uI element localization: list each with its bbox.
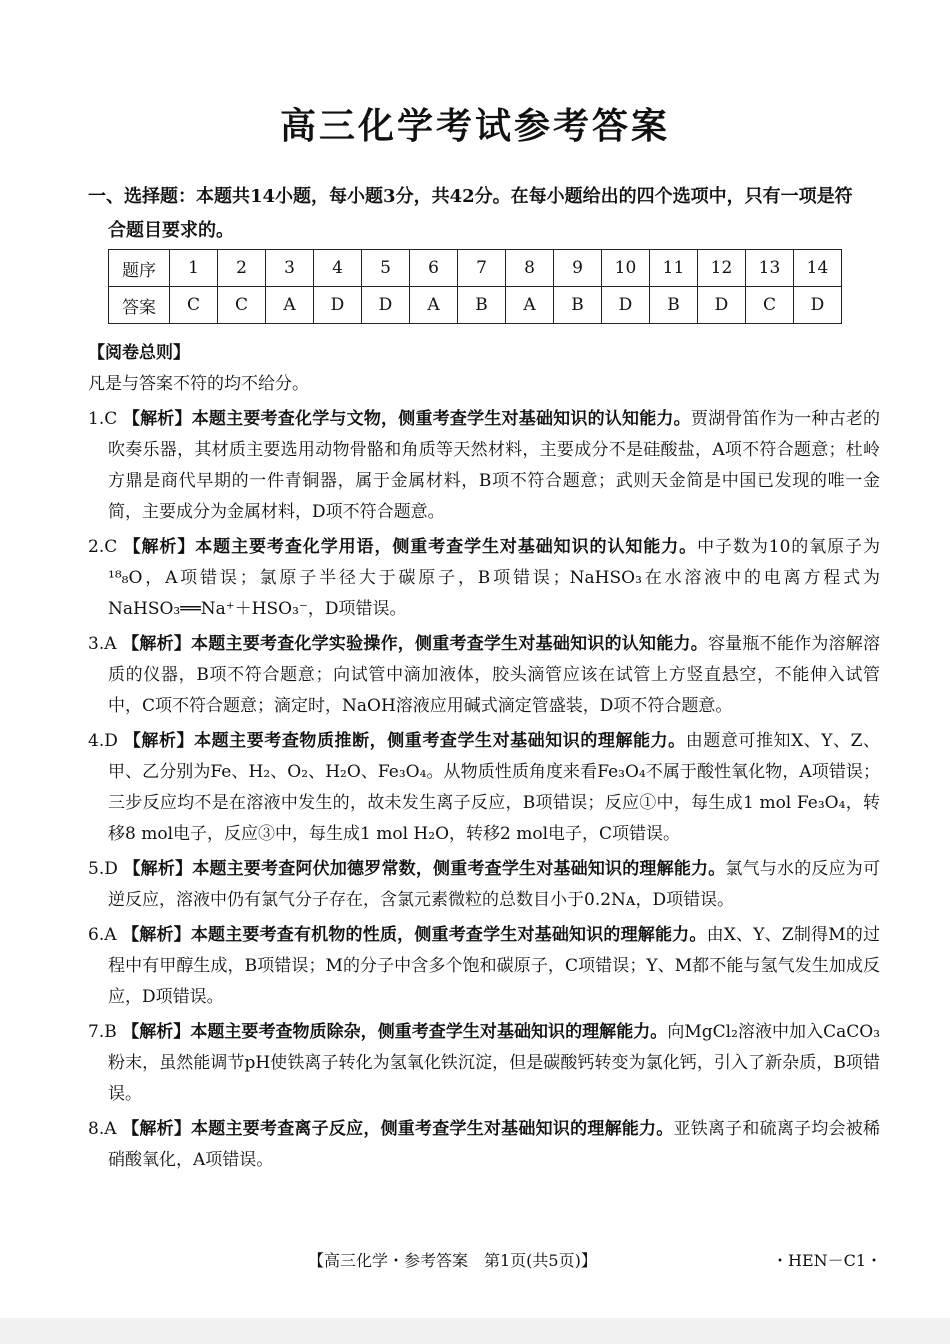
explanation-item-8 [88,1114,880,1176]
section-heading [88,180,878,248]
number-cell: 1 [170,250,218,287]
answer-cell: D [314,287,362,324]
item-text: 亚铁离子和硫离子均会被稀硝酸氧化，A项错误。 [108,1119,881,1170]
explanation-item-1 [88,404,880,528]
item-text: 由题意可推知X、Y、Z、甲、乙分别为Fe、H₂、O₂、H₂O、Fe₃O₄。从物质性质角度来看Fe₃O₄不属于酸性氧化物，A项错误；三步反应均不是在溶液中发生的，故未发生离子反应，B项错误；反应①中，每生成1 mol Fe₃O₄，转移8 mol电子，反应③中，每生成1 mol H₂O，转移2 mol电子，C项错误。 [108,731,881,844]
number-cell: 5 [362,250,410,287]
item-tag: 【解析】本题主要考查有机物的性质，侧重考查学生对基础知识的理解能力。 [122,925,707,945]
answer-cell: A [266,287,314,324]
answer-cell: B [650,287,698,324]
item-number: 8.A [88,1119,117,1139]
answer-cell: A [506,287,554,324]
answer-table [108,249,842,324]
item-number: 2.C [88,537,118,557]
page-title: 高三化学考试参考答案 [279,106,670,147]
answer-cell: B [458,287,506,324]
item-number: 6.A [88,925,117,945]
explanation-item-3 [88,629,880,722]
item-tag: 【解析】本题主要考查物质除杂，侧重考查学生对基础知识的理解能力。 [122,1022,668,1042]
item-tag: 【解析】本题主要考查化学实验操作，侧重考查学生对基础知识的认知能力。 [122,634,708,654]
item-tag: 【解析】本题主要考查阿伏加德罗常数，侧重考查学生对基础知识的理解能力。 [123,859,726,879]
row-label-number: 题序 [109,250,170,287]
rules-text: 凡是与答案不符的均不给分。 [88,374,309,394]
answer-cell: B [554,287,602,324]
item-tag: 【解析】本题主要考查物质推断，侧重考查学生对基础知识的理解能力。 [123,731,686,751]
footer-page-info: 【高三化学・参考答案 第1页(共5页)】 [308,1251,597,1270]
explanation-item-4 [88,726,880,850]
footer-code: ・HEN－C1・ [772,1251,883,1270]
number-cell: 13 [746,250,794,287]
item-tag: 【解析】本题主要考查离子反应，侧重考查学生对基础知识的理解能力。 [122,1119,674,1139]
number-cell: 10 [602,250,650,287]
item-text: 氯气与水的反应为可逆反应，溶液中仍有氯气分子存在，含氯元素微粒的总数目小于0.2Nᴀ，D项错误。 [108,859,881,910]
number-cell: 11 [650,250,698,287]
item-number: 3.A [88,634,117,654]
answer-table-row-answers [109,287,842,324]
number-cell: 12 [698,250,746,287]
explanation-item-7 [88,1017,880,1110]
rules-heading: 【阅卷总则】 [88,343,190,363]
section-line-1: 一、选择题：本题共14小题，每小题3分，共42分。在每小题给出的四个选项中，只有一项是符 [88,186,853,207]
answer-cell: A [410,287,458,324]
answer-cell: D [698,287,746,324]
number-cell: 2 [218,250,266,287]
item-text: 中子数为10的氧原子为¹⁸₈O，A项错误；氯原子半径大于碳原子，B项错误；NaHSO₃在水溶液中的电离方程式为NaHSO₃══Na⁺＋HSO₃⁻，D项错误。 [108,537,880,619]
number-cell: 8 [506,250,554,287]
answer-cell: D [602,287,650,324]
item-text: 贾湖骨笛作为一种古老的吹奏乐器，其材质主要选用动物骨骼和角质等天然材料，主要成分不是硅酸盐，A项不符合题意；杜岭方鼎是商代早期的一件青铜器，属于金属材料，B项不符合题意；武则天金简是中国已发现的唯一金简，主要成分为金属材料，D项不符合题意。 [108,409,881,522]
answer-cell: D [794,287,842,324]
answer-cell: C [746,287,794,324]
item-tag: 【解析】本题主要考查化学用语，侧重考查学生对基础知识的认知能力。 [123,537,698,557]
scan-bottom-band [0,1318,950,1344]
answer-cell: C [218,287,266,324]
item-text: 向MgCl₂溶液中加入CaCO₃粉末，虽然能调节pH使铁离子转化为氢氧化铁沉淀，但是碳酸钙转变为氯化钙，引入了新杂质，B项错误。 [108,1022,881,1104]
number-cell: 3 [266,250,314,287]
item-text: 容量瓶不能作为溶解溶质的仪器，B项不符合题意；向试管中滴加液体，胶头滴管应该在试管上方竖直悬空，不能伸入试管中，C项不符合题意；滴定时，NaOH溶液应用碱式滴定管盛装，D项不符合题意。 [108,634,881,716]
number-cell: 9 [554,250,602,287]
item-number: 7.B [88,1022,117,1042]
item-number: 5.D [88,859,118,879]
answer-explanations [88,338,880,1176]
answer-cell: C [170,287,218,324]
explanation-item-6 [88,920,880,1013]
item-number: 4.D [88,731,118,751]
item-text: 由X、Y、Z制得M的过程中有甲醇生成，B项错误；M的分子中含多个饱和碳原子，C项错误；Y、M都不能与氢气发生加成反应，D项错误。 [108,925,881,1007]
item-tag: 【解析】本题主要考查化学与文物，侧重考查学生对基础知识的认知能力。 [122,409,691,429]
item-number: 1.C [88,409,118,429]
number-cell: 7 [458,250,506,287]
section-line-2: 合题目要求的。 [108,220,234,241]
explanation-item-2 [88,532,880,625]
answer-cell: D [362,287,410,324]
answer-table-row-numbers [109,250,842,287]
row-label-answer: 答案 [109,287,170,324]
explanation-item-5 [88,854,880,916]
number-cell: 14 [794,250,842,287]
number-cell: 4 [314,250,362,287]
number-cell: 6 [410,250,458,287]
